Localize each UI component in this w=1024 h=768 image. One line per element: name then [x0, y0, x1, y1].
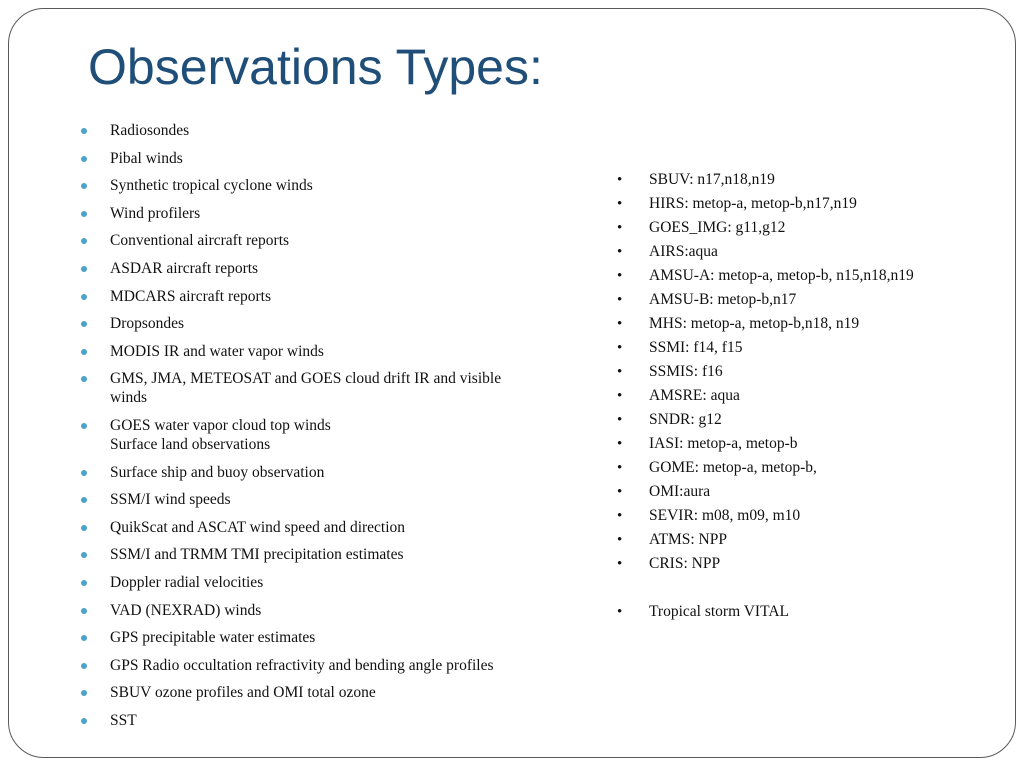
bullet-dot-icon: •: [617, 508, 623, 524]
right-list-item: [617, 456, 1017, 480]
right-list-item: [617, 600, 1017, 624]
right-list-item: [617, 384, 1017, 408]
left-list-item-text: SBUV ozone profiles and OMI total ozone: [110, 684, 376, 702]
left-list-item-text: Conventional aircraft reports: [110, 232, 290, 250]
right-list-item: [617, 408, 1017, 432]
bullet-dot-icon: [81, 525, 87, 531]
bullet-dot-icon: •: [617, 460, 623, 476]
left-list-item-text: winds: [110, 389, 148, 407]
left-list-item-text: Surface ship and buoy observation: [110, 463, 325, 481]
right-list-item: [617, 480, 1017, 504]
left-list-item-text: SST: [110, 711, 137, 729]
left-list-item: [81, 628, 571, 647]
left-list-item: [81, 369, 571, 407]
right-list-item: [617, 528, 1017, 552]
bullet-dot-icon: [81, 608, 87, 614]
left-list-item: [81, 545, 571, 564]
bullet-dot-icon: [81, 294, 87, 300]
bullet-dot-icon: [81, 690, 87, 696]
bullet-dot-icon: [81, 423, 87, 429]
right-list-item-text: GOME: metop-a, metop-b,: [649, 459, 817, 476]
bullet-dot-icon: •: [617, 268, 623, 284]
right-list-item-text: IASI: metop-a, metop-b: [649, 435, 798, 452]
bullet-dot-icon: [81, 266, 87, 272]
bullet-dot-icon: •: [617, 412, 623, 428]
left-list-item: [81, 149, 571, 168]
bullet-dot-icon: •: [617, 364, 623, 380]
right-list-item: [617, 360, 1017, 384]
left-list-item: [81, 121, 571, 140]
bullet-dot-icon: [81, 238, 87, 244]
bullet-dot-icon: •: [617, 532, 623, 548]
right-list-item-text: Tropical storm VITAL: [649, 603, 789, 620]
left-list-item-text: SSM/I and TRMM TMI precipitation estimates: [110, 546, 404, 564]
bullet-dot-icon: •: [617, 388, 623, 404]
left-list-item: [81, 314, 571, 333]
left-list-item: [81, 416, 571, 454]
bullet-dot-icon: [81, 183, 87, 189]
right-list-item: [617, 264, 1017, 288]
left-list-item: [81, 259, 571, 278]
right-list-item: [617, 432, 1017, 456]
bullet-dot-icon: •: [617, 292, 623, 308]
right-list-item: [617, 552, 1017, 576]
left-list-item: [81, 711, 571, 730]
left-list-item-text: Surface land observations: [110, 435, 271, 453]
right-bullet-list: [617, 168, 1017, 624]
left-list-item: [81, 231, 571, 250]
left-list-item: [81, 176, 571, 195]
bullet-dot-icon: [81, 552, 87, 558]
bullet-dot-icon: [81, 497, 87, 503]
left-list-item: [81, 656, 571, 675]
bullet-dot-icon: •: [617, 244, 623, 260]
right-list-item-text: AMSU-A: metop-a, metop-b, n15,n18,n19: [649, 267, 914, 284]
right-list-item: [617, 216, 1017, 240]
bullet-dot-icon: [81, 470, 87, 476]
left-list-item-text: Doppler radial velocities: [110, 573, 264, 591]
right-list-item-text: AMSU-B: metop-b,n17: [649, 291, 797, 308]
right-list-item-text: AMSRE: aqua: [649, 387, 740, 404]
left-list-item: [81, 463, 571, 482]
bullet-dot-icon: •: [617, 604, 623, 620]
right-list-item-text: SSMIS: f16: [649, 363, 723, 380]
bullet-dot-icon: •: [617, 172, 623, 188]
left-list-item-text: Wind profilers: [110, 204, 201, 222]
left-list-item-text: GMS, JMA, METEOSAT and GOES cloud drift IR and visible: [110, 370, 502, 388]
bullet-dot-icon: •: [617, 436, 623, 452]
left-list-item-text: Dropsondes: [110, 315, 185, 333]
right-list-item-text: MHS: metop-a, metop-b,n18, n19: [649, 315, 860, 332]
left-list-item: [81, 573, 571, 592]
left-list-item-text: QuikScat and ASCAT wind speed and direction: [110, 518, 406, 536]
slide-frame: [8, 8, 1016, 758]
right-list-item: [617, 288, 1017, 312]
left-list-item: [81, 601, 571, 620]
bullet-dot-icon: [81, 349, 87, 355]
right-list-item: [617, 336, 1017, 360]
left-list-item: [81, 287, 571, 306]
right-list-item-text: HIRS: metop-a, metop-b,n17,n19: [649, 195, 857, 212]
bullet-dot-icon: [81, 635, 87, 641]
right-list-item: [617, 240, 1017, 264]
right-list-item-text: SSMI: f14, f15: [649, 339, 743, 356]
left-list-item-text: GPS precipitable water estimates: [110, 629, 316, 647]
right-list-item: [617, 312, 1017, 336]
bullet-dot-icon: [81, 321, 87, 327]
left-list-item-text: ASDAR aircraft reports: [110, 259, 259, 277]
right-list-item-text: AIRS:aqua: [649, 243, 718, 260]
right-list-item: [617, 192, 1017, 216]
left-list-item-text: Radiosondes: [110, 122, 190, 139]
left-list-item: [81, 204, 571, 223]
bullet-dot-icon: •: [617, 316, 623, 332]
bullet-dot-icon: [81, 663, 87, 669]
bullet-dot-icon: [81, 718, 87, 724]
left-list-item-text: GPS Radio occultation refractivity and bending angle profiles: [110, 656, 494, 674]
bullet-dot-icon: [81, 580, 87, 586]
slide-title: Observations Types:: [88, 39, 543, 95]
right-list-item: [617, 168, 1017, 192]
right-list-item-text: SBUV: n17,n18,n19: [649, 171, 775, 188]
right-list-item-text: OMI:aura: [649, 483, 711, 500]
left-list-item-text: Pibal winds: [110, 149, 183, 167]
left-list-item: [81, 518, 571, 537]
left-list-item: [81, 490, 571, 509]
left-bullet-list: [81, 121, 571, 738]
left-list-item-text: VAD (NEXRAD) winds: [110, 601, 262, 619]
right-list-item-text: GOES_IMG: g11,g12: [649, 219, 786, 236]
bullet-dot-icon: •: [617, 340, 623, 356]
right-list-item-text: ATMS: NPP: [649, 531, 727, 548]
bullet-dot-icon: •: [617, 220, 623, 236]
left-list-item: [81, 342, 571, 361]
bullet-dot-icon: •: [617, 484, 623, 500]
bullet-dot-icon: [81, 211, 87, 217]
bullet-dot-icon: [81, 128, 87, 134]
right-list-item-text: CRIS: NPP: [649, 555, 721, 572]
right-list-item: [617, 504, 1017, 528]
left-list-item-text: SSM/I wind speeds: [110, 491, 231, 509]
left-list-item-text: MDCARS aircraft reports: [110, 287, 271, 305]
bullet-dot-icon: •: [617, 556, 623, 572]
left-list-item-text: MODIS IR and water vapor winds: [110, 342, 324, 360]
right-list-item-text: SEVIR: m08, m09, m10: [649, 507, 801, 524]
left-list-item-text: Synthetic tropical cyclone winds: [110, 177, 313, 195]
bullet-dot-icon: [81, 376, 87, 382]
right-list-item-text: SNDR: g12: [649, 411, 722, 428]
left-list-item-text: GOES water vapor cloud top winds: [110, 416, 331, 434]
bullet-dot-icon: [81, 156, 87, 162]
left-list-item: [81, 683, 571, 702]
bullet-dot-icon: •: [617, 196, 623, 212]
